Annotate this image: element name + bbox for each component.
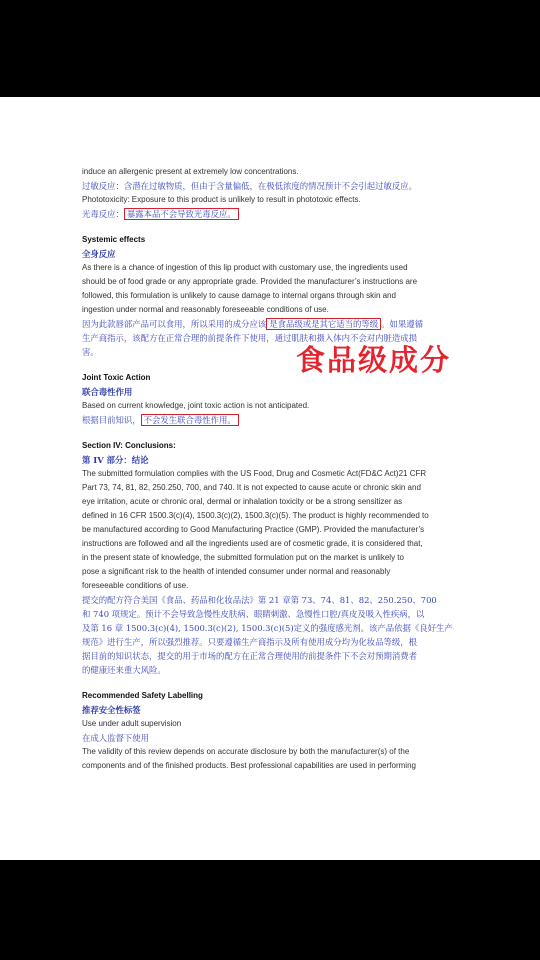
section4-cn-line: 规范》进行生产，所以强烈推荐。只要遵循生产商指示及所有使用成分均为化妆品等级，根 (82, 637, 417, 647)
section4-cn-line: 和 740 项规定。预计不会导致急慢性皮肤病、眼睛刺激、急慢性口腔/真皮及吸入性疾病，以 (82, 609, 425, 619)
systemic-body-line: As there is a chance of ingestion of this lip product with customary use, the ingredients used (82, 263, 408, 272)
labelling-body-en: Use under adult supervision (82, 719, 182, 728)
section4-cn-line: 据目前的知识状态，提交的用于市场的配方在正常合理使用的前提条件下不会对预期消费者 (82, 651, 417, 661)
joint-body-cn (82, 413, 462, 427)
systemic-cn-line (82, 317, 462, 331)
systemic-cn-suffix: 。如果遵循 (381, 319, 423, 329)
validity-line: components and of the finished products. Best professional capabilities are used in performing (82, 761, 416, 770)
section4-body-line: Part 73, 74, 81, 82, 250.250, 700, and 740. It is not expected to cause acute or chronic skin and (82, 483, 421, 492)
food-grade-highlight: 是食品级或是其它适当的等级 (266, 318, 381, 330)
document-content (82, 165, 462, 773)
joint-title-en: Joint Toxic Action (82, 373, 151, 382)
section4-body-line: eye irritation, acute or chronic oral, dermal or inhalation toxicity or be a strong sensitizer as (82, 497, 403, 506)
joint-cn-highlight: 不会发生联合毒性作用。 (141, 414, 239, 426)
systemic-body-line: ingestion under normal and reasonably foreseeable conditions of use. (82, 305, 329, 314)
systemic-body-line: followed, this formulation is unlikely to cause damage to internal organs through skin and (82, 291, 396, 300)
section4-body-line: instructions are followed and all the ingredients used are of cosmetic grade, it is considered that, (82, 539, 423, 548)
systemic-body-line: should be of food grade or any appropriate grade. Provided the manufacturer’s instructions are (82, 277, 418, 286)
systemic-cn-line: 生产商指示，该配方在正常合理的前提条件下使用，通过肌肤和摄入体内不会对内脏造成损 (82, 333, 417, 343)
allergen-line-en: induce an allergenic present at extremely low concentrations. (82, 167, 299, 176)
section4-body-line: defined in 16 CFR 1500.3(c)(4), 1500.3(c)(2), 1500.3(c)(5). The product is highly recommended to (82, 511, 429, 520)
section4-cn-line: 提交的配方符合美国《食品、药品和化妆品法》第 21 章第 73、74、81、82、250.250、700 (82, 595, 437, 605)
section4-body-line: in the present state of knowledge, the submitted formulation put on the market is unlikely to (82, 553, 404, 562)
systemic-title-cn: 全身反应 (82, 249, 116, 259)
systemic-cn-line: 害。 (82, 347, 99, 357)
phototoxicity-cn-prefix: 光毒反应： (82, 209, 124, 219)
systemic-cn-prefix: 因为此款唇部产品可以食用，所以采用的成分应该 (82, 319, 267, 329)
labelling-title-cn: 推荐安全性标签 (82, 705, 141, 715)
food-grade-stamp: 食品级成分 (296, 343, 452, 377)
document-page (0, 97, 540, 860)
section4-title-en: Section IV: Conclusions: (82, 441, 176, 450)
section4-cn-line: 及第 16 章 1500.3(c)(4), 1500.3(c)(2), 1500.3(c)(5)定义的强度感光剂。该产品依据《良好生产 (82, 623, 453, 633)
section4-title-cn: 第 IV 部分：结论 (82, 455, 149, 465)
section4-body-line: The submitted formulation complies with the US Food, Drug and Cosmetic Act(FD&C Act)21 CFR (82, 469, 427, 478)
section4-cn-line: 的健康还来重大风险。 (82, 665, 166, 675)
allergen-line-cn: 过敏反应：含潜在过敏物质，但由于含量偏低，在极低浓度的情况预计不会引起过敏反应。 (82, 181, 417, 191)
section4-body-line: be manufactured according to Good Manufacturing Practice (GMP). Provided the manufacturer’s (82, 525, 425, 534)
phototoxicity-line-cn (82, 207, 462, 221)
validity-line: The validity of this review depends on accurate disclosure by both the manufacturer(s) of the (82, 747, 410, 756)
joint-cn-prefix: 根据目前知识， (82, 415, 141, 425)
phototoxicity-line-en: Phototoxicity: Exposure to this product is unlikely to result in phototoxic effects. (82, 195, 361, 204)
systemic-title-en: Systemic effects (82, 235, 146, 244)
phototoxicity-cn-highlight: 暴露本品不会导致光毒反应。 (124, 208, 239, 220)
labelling-body-cn: 在成人监督下使用 (82, 733, 149, 743)
section4-body-line: foreseeable conditions of use. (82, 581, 189, 590)
joint-title-cn: 联合毒性作用 (82, 387, 133, 397)
joint-body-en: Based on current knowledge, joint toxic action is not anticipated. (82, 401, 310, 410)
section4-body-line: pose a significant risk to the health of intended consumer under normal and reasonably (82, 567, 391, 576)
labelling-title-en: Recommended Safety Labelling (82, 691, 203, 700)
